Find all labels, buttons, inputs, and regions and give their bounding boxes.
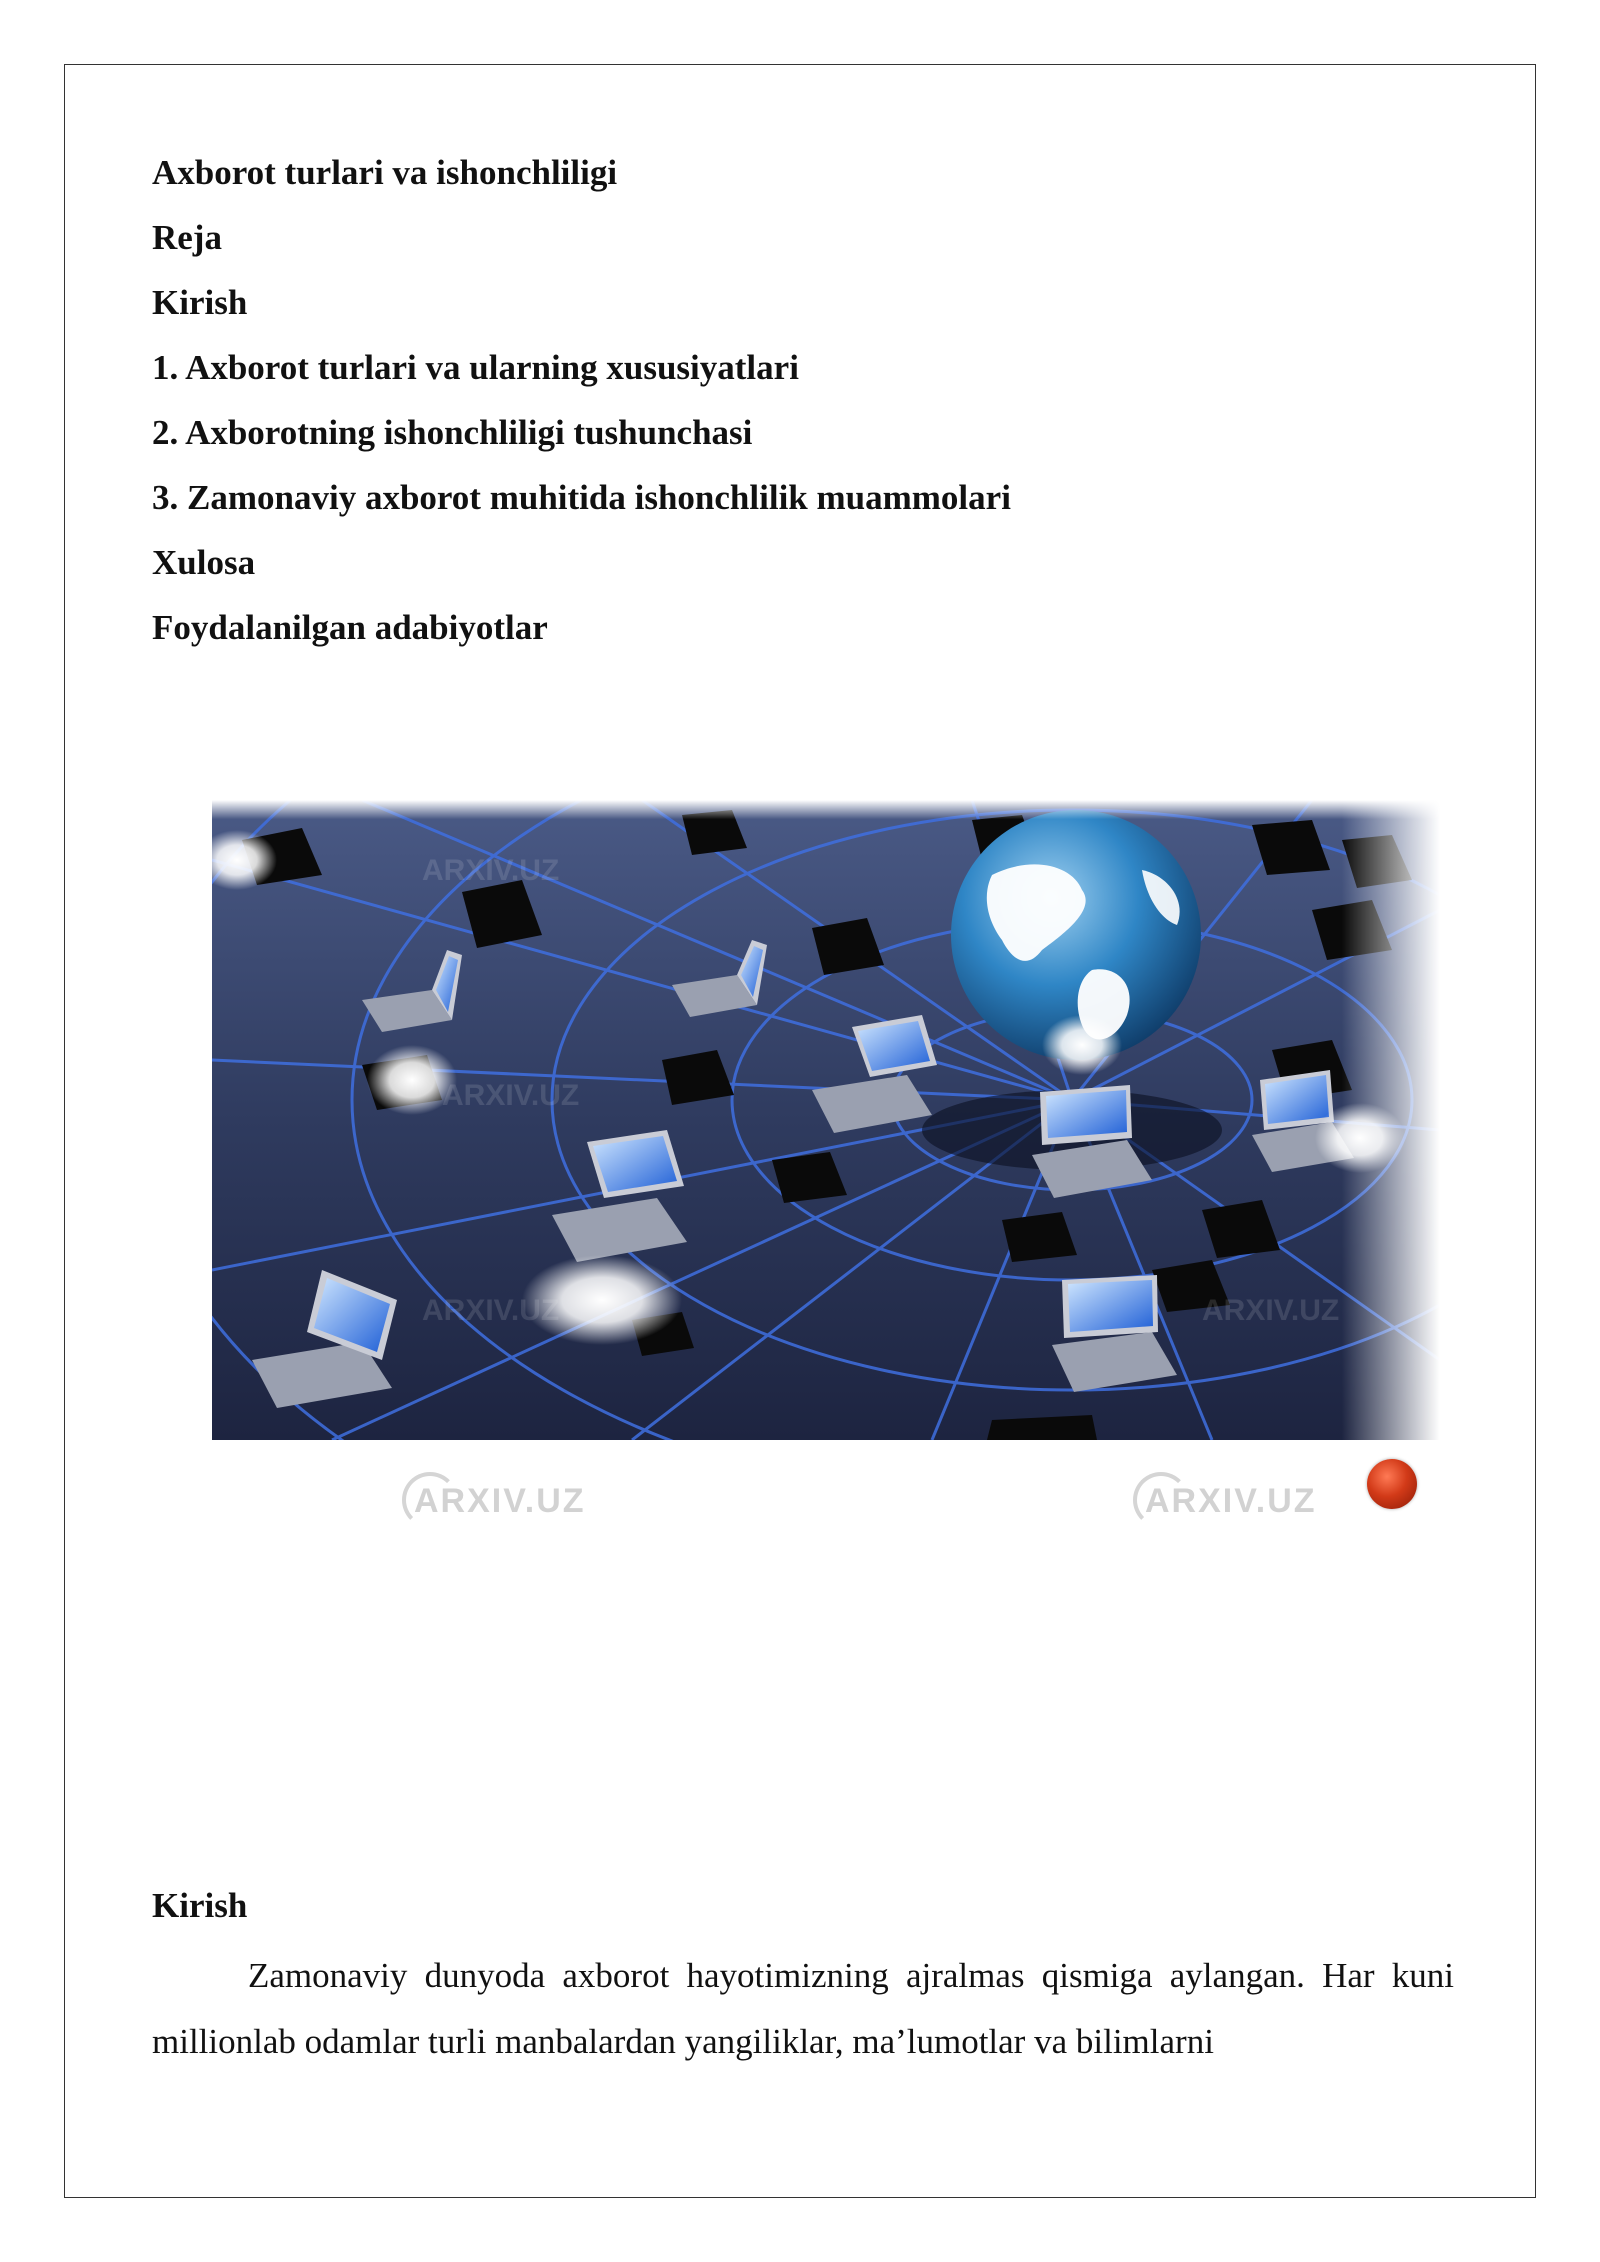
plan-item-references: Foydalanilgan adabiyotlar — [152, 608, 548, 647]
plan-item-3: 3. Zamonaviy axborot muhitida ishonchlilik muammolari — [152, 478, 1011, 517]
footer-watermark-row — [0, 1462, 1600, 1520]
plan-item-2: 2. Axborotning ishonchliligi tushunchasi — [152, 413, 753, 452]
intro-heading: Kirish — [152, 1886, 248, 1925]
intro-paragraph: Zamonaviy dunyoda axborot hayotimizning ajralmas qismiga aylangan. Har kuni millionlab odamlar turli manbalardan yangiliklar, ma’lumotlar va bilimlarni — [152, 1956, 1454, 2061]
plan-item-intro: Kirish — [152, 283, 248, 322]
footer-watermark-left: ARXIV.UZ — [414, 1482, 586, 1520]
footer-watermark-right: ARXIV.UZ — [1145, 1482, 1317, 1520]
plan-heading: Reja — [152, 218, 222, 257]
plan-item-conclusion: Xulosa — [152, 543, 256, 582]
document-title: Axborot turlari va ishonchliligi — [152, 153, 618, 192]
network-illustration — [212, 800, 1440, 1440]
slide-marker-icon — [1367, 1459, 1417, 1509]
plan-item-1: 1. Axborot turlari va ularning xususiyatlari — [152, 348, 799, 387]
